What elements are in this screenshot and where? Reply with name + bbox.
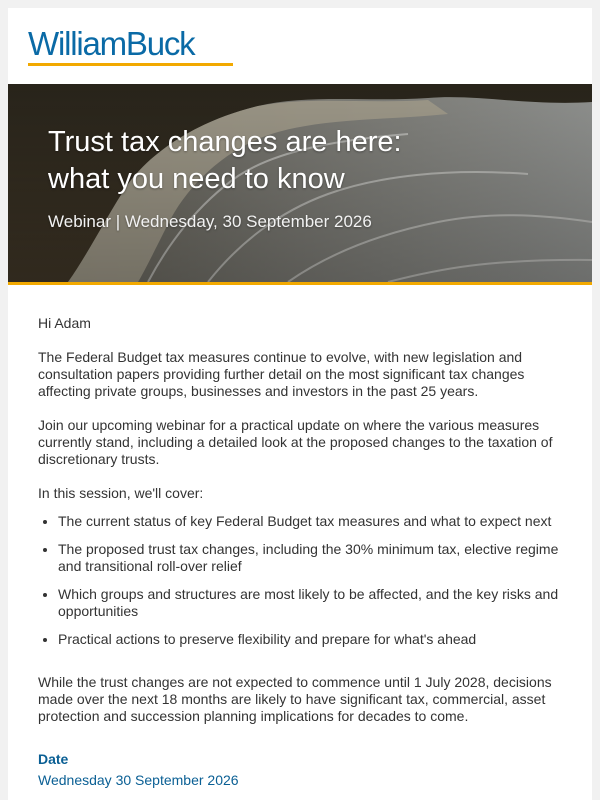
hero-accent-stripe <box>8 282 592 285</box>
event-date-value: Wednesday 30 September 2026 <box>38 772 239 788</box>
hero-title <box>48 124 488 198</box>
email-body <box>38 315 563 789</box>
session-intro: In this session, we'll cover: <box>38 485 204 501</box>
hero-title-line-1: Trust tax changes are here: <box>48 126 402 158</box>
event-date-label: Date <box>38 751 69 767</box>
list-item: • Which groups and structures are most likely to be affected, and the key risks and opportunities <box>58 586 563 620</box>
logo-underline <box>28 63 233 66</box>
william-buck-logo[interactable]: WilliamBuck <box>28 25 195 62</box>
header <box>8 8 592 84</box>
paragraph-invitation: Join our upcoming webinar for a practical update on where the various measures currently stand, including a detailed look at the proposed changes to the taxation of discretionary trusts. <box>38 417 553 467</box>
list-item: • The current status of key Federal Budget tax measures and what to expect next <box>58 513 563 530</box>
session-topics-list <box>38 513 563 648</box>
list-item: • The proposed trust tax changes, including the 30% minimum tax, elective regime and transitional roll-over relief <box>58 541 563 575</box>
email-card <box>8 8 592 800</box>
list-item: • Practical actions to preserve flexibility and prepare for what's ahead <box>58 631 563 648</box>
hero-title-line-2: what you need to know <box>48 163 345 195</box>
greeting: Hi Adam <box>38 315 91 331</box>
paragraph-timing: While the trust changes are not expected to commence until 1 July 2028, decisions made over the next 18 months are likely to have significant tax, commercial, asset protection and succession planning implications for decades to come. <box>38 674 552 724</box>
paragraph-intro: The Federal Budget tax measures continue to evolve, with new legislation and consultation papers providing further detail on the most significant tax changes affecting private groups, businesses and investors in the past 25 years. <box>38 349 525 399</box>
hero-subtitle: Webinar | Wednesday, 30 September 2026 <box>48 212 372 231</box>
hero-banner <box>8 84 592 282</box>
